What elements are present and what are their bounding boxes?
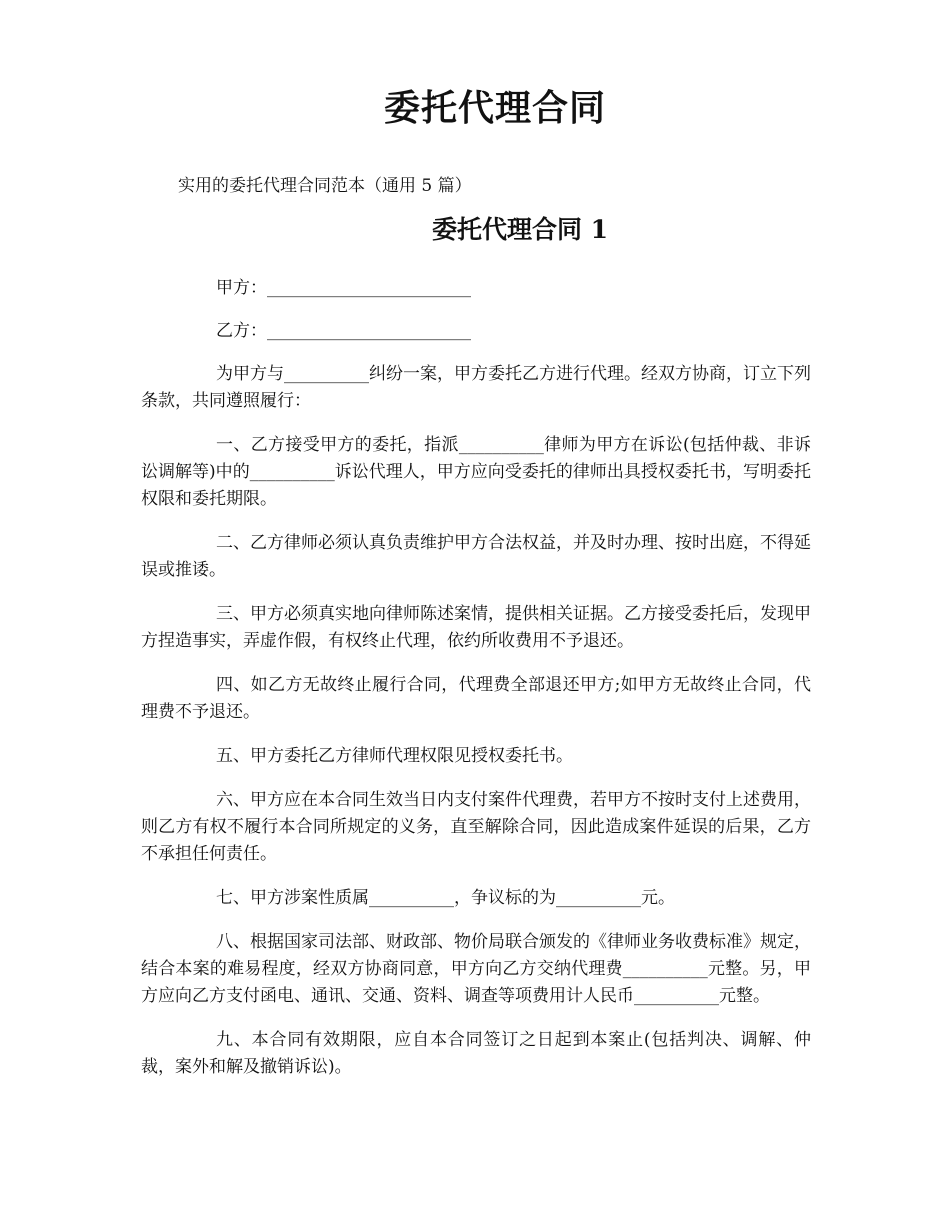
party-a-line: 甲方：________________________ (216, 278, 471, 298)
clause-1: 一、乙方接受甲方的委托，指派__________律师为甲方在诉讼(包括仲裁、非诉讼调解等)中的__________诉讼代理人，甲方应向受委托的律师出具授权委托书，写明委托权限和委托期限。 (141, 435, 811, 509)
clause-7: 七、甲方涉案性质属__________，争议标的为__________元。 (216, 888, 675, 908)
contract-preamble: 为甲方与__________纠纷一案，甲方委托乙方进行代理。经双方协商，订立下列条款，共同遵照履行： (141, 364, 811, 411)
document-body (141, 275, 811, 1098)
document-subtitle: 实用的委托代理合同范本（通用 5 篇） (178, 176, 472, 196)
document-title: 委托代理合同 (383, 87, 606, 129)
clause-3: 三、甲方必须真实地向律师陈述案情，提供相关证据。乙方接受委托后，发现甲方捏造事实，弄虚作假，有权终止代理，依约所收费用不予退还。 (141, 604, 811, 651)
clause-6: 六、甲方应在本合同生效当日内支付案件代理费，若甲方不按时支付上述费用，则乙方有权不履行本合同所规定的义务，直至解除合同，因此造成案件延误的后果，乙方不承担任何责任。 (141, 790, 811, 864)
party-b-line: 乙方：________________________ (216, 321, 471, 341)
clause-2: 二、乙方律师必须认真负责维护甲方合法权益，并及时办理、按时出庭，不得延误或推诿。 (141, 533, 811, 580)
clause-9: 九、本合同有效期限，应自本合同签订之日起到本案止(包括判决、调解、仲裁，案外和解及撤销诉讼)。 (141, 1030, 811, 1077)
clause-8: 八、根据国家司法部、财政部、物价局联合颁发的《律师业务收费标准》规定，结合本案的难易程度，经双方协商同意，甲方向乙方交纳代理费__________元整。另，甲方应向乙方支付函电、通讯、交通、资料、调查等项费用计人民币__________元整。 (141, 932, 811, 1006)
clause-4: 四、如乙方无故终止履行合同，代理费全部退还甲方;如甲方无故终止合同，代理费不予退还。 (141, 675, 811, 722)
clause-5: 五、甲方委托乙方律师代理权限见授权委托书。 (216, 746, 573, 766)
section-title: 委托代理合同 1 (431, 215, 609, 244)
